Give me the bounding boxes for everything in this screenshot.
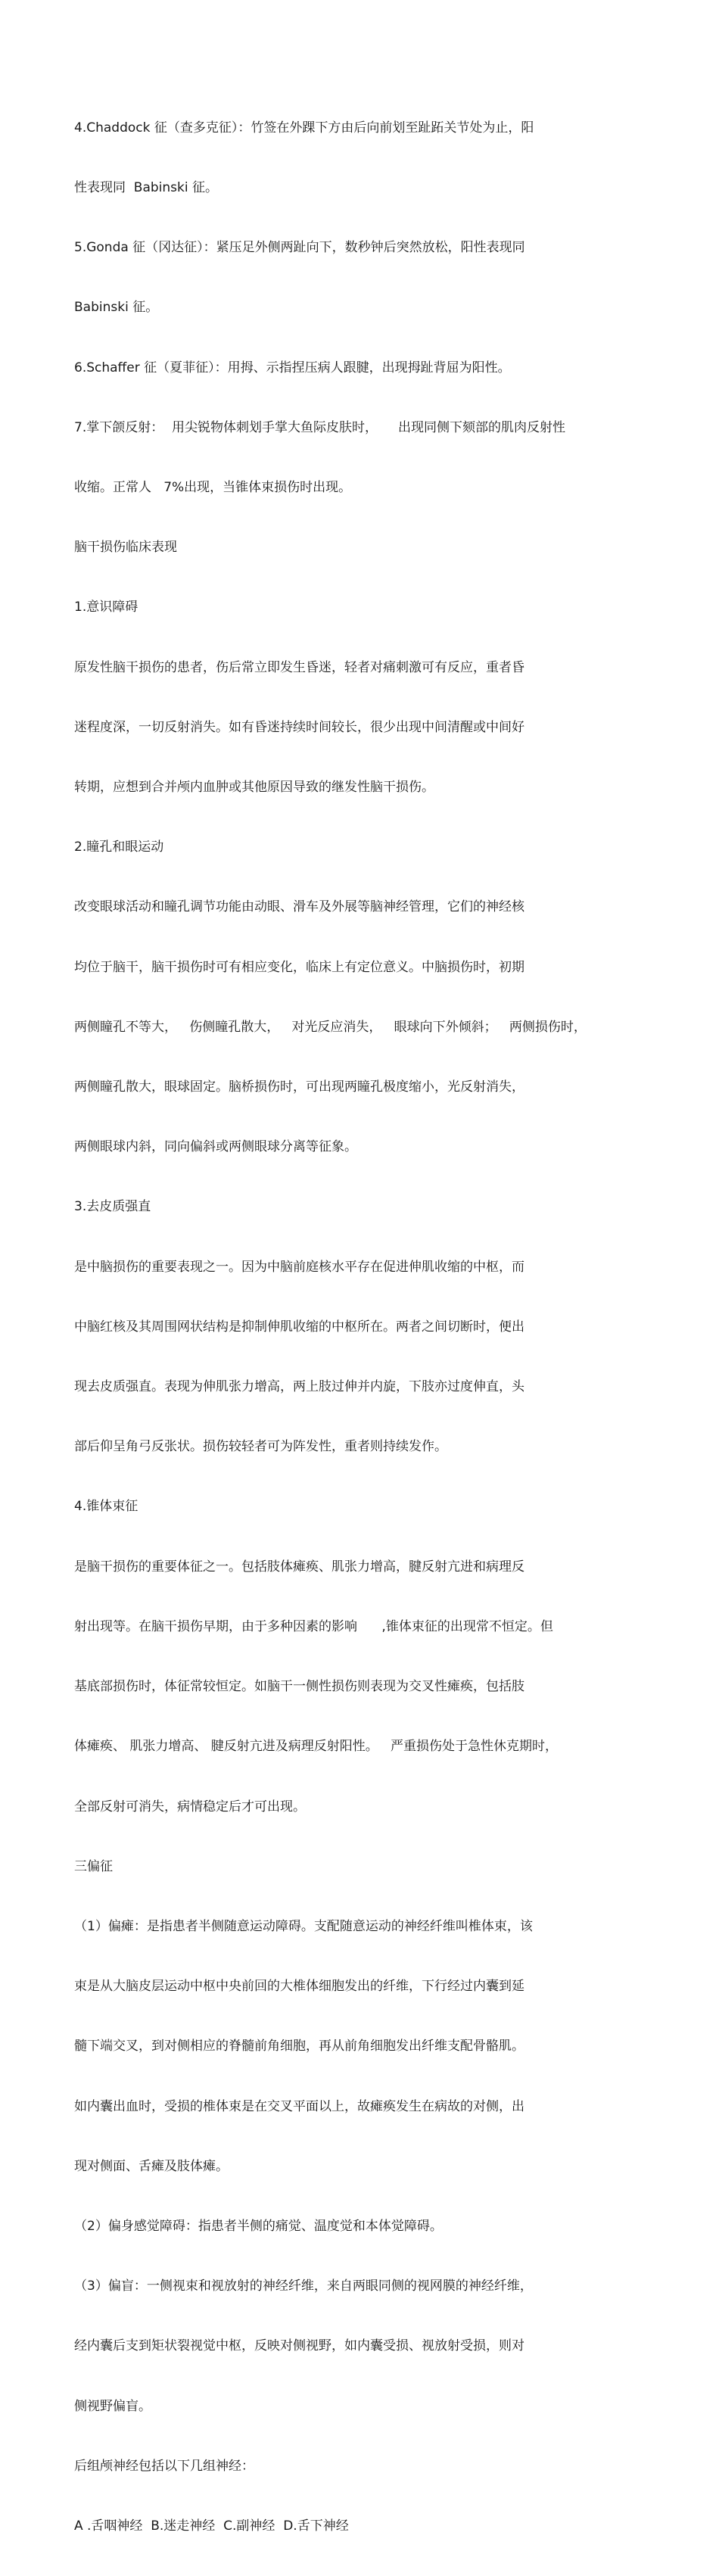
text-line: （2）偏身感觉障碍：指患者半侧的痛觉、温度觉和本体觉障碍。 bbox=[74, 2218, 443, 2234]
text-line: 部后仰呈角弓反张状。损伤较轻者可为阵发性，重者则持续发作。 bbox=[74, 1439, 447, 1455]
text-line: 5.Gonda 征（冈达征）：紧压足外侧两趾向下，数秒钟后突然放松，阳性表现同 bbox=[74, 240, 525, 256]
options-line: A .舌咽神经 B.迷走神经 C.副神经 D.舌下神经 bbox=[74, 2518, 349, 2534]
text-line: （1）偏瘫：是指患者半侧随意运动障碍。支配随意运动的神经纤维叫椎体束，该 bbox=[74, 1918, 533, 1934]
text-line: 性表现同 Babinski 征。 bbox=[74, 180, 219, 196]
section-heading: 后组颅神经包括以下几组神经： bbox=[74, 2458, 254, 2474]
text-line: （3）偏盲：一侧视束和视放射的神经纤维，来自两眼同侧的视网膜的神经纤维， bbox=[74, 2279, 533, 2294]
text-line: 改变眼球活动和瞳孔调节功能由动眼、滑车及外展等脑神经管理，它们的神经核 bbox=[74, 899, 524, 915]
text-line: 是脑干损伤的重要体征之一。包括肢体瘫痪、肌张力增高，腱反射亢进和病理反 bbox=[74, 1559, 524, 1575]
text-line: 收缩。正常人 7%出现，当锥体束损伤时出现。 bbox=[74, 480, 352, 496]
subsection-heading: 3.去皮质强直 bbox=[74, 1199, 151, 1215]
text-line: 原发性脑干损伤的患者，伤后常立即发生昏迷，轻者对痛刺激可有反应，重者昏 bbox=[74, 659, 524, 675]
text-line: 两侧瞳孔散大，眼球固定。脑桥损伤时，可出现两瞳孔极度缩小，光反射消失， bbox=[74, 1079, 524, 1095]
text-line: 全部反射可消失，病情稳定后才可出现。 bbox=[74, 1799, 306, 1814]
text-line: 射出现等。在脑干损伤早期，由于多种因素的影响 ,锥体束征的出现常不恒定。但 bbox=[74, 1618, 553, 1634]
section-heading: 三偏征 bbox=[74, 1858, 113, 1874]
section-heading: 脑干损伤临床表现 bbox=[74, 540, 177, 556]
text-line: 如内囊出血时，受损的椎体束是在交叉平面以上，故瘫痪发生在病故的对侧，出 bbox=[74, 2098, 524, 2114]
text-line: 髓下端交叉，到对侧相应的脊髓前角细胞，再从前角细胞发出纤维支配骨骼肌。 bbox=[74, 2039, 524, 2054]
text-line: 基底部损伤时，体征常较恒定。如脑干一侧性损伤则表现为交叉性瘫痪，包括肢 bbox=[74, 1679, 524, 1695]
text-line: 体瘫痪、 肌张力增高、 腱反射亢进及病理反射阳性。 严重损伤处于急性休克期时， bbox=[74, 1739, 559, 1755]
text-line: 均位于脑干，脑干损伤时可有相应变化，临床上有定位意义。中脑损伤时，初期 bbox=[74, 959, 524, 975]
text-line: 现去皮质强直。表现为伸肌张力增高，两上肢过伸并内旋，下肢亦过度伸直，头 bbox=[74, 1379, 524, 1395]
text-line: 4.Chaddock 征（查多克征）：竹签在外踝下方由后向前划至趾跖关节处为止，阳 bbox=[74, 120, 534, 135]
text-line: 束是从大脑皮层运动中枢中央前回的大椎体细胞发出的纤维，下行经过内囊到延 bbox=[74, 1979, 524, 1995]
text-line: 现对侧面、舌瘫及肢体瘫。 bbox=[74, 2158, 229, 2174]
text-line: 中脑红核及其周围网状结构是抑制伸肌收缩的中枢所在。两者之间切断时，便出 bbox=[74, 1319, 524, 1335]
text-line: 侧视野偏盲。 bbox=[74, 2398, 151, 2414]
subsection-heading: 2.瞳孔和眼运动 bbox=[74, 839, 164, 855]
text-line: 转期，应想到合并颅内血肿或其他原因导致的继发性脑干损伤。 bbox=[74, 780, 434, 796]
subsection-heading: 4.锥体束征 bbox=[74, 1499, 139, 1515]
subsection-heading: 1.意识障碍 bbox=[74, 600, 139, 615]
text-line: 7.掌下颌反射： 用尖锐物体刺划手掌大鱼际皮肤时， 出现同侧下颏部的肌肉反射性 bbox=[74, 419, 566, 435]
text-line: Babinski 征。 bbox=[74, 300, 159, 316]
text-line: 是中脑损伤的重要表现之一。因为中脑前庭核水平存在促进伸肌收缩的中枢，而 bbox=[74, 1259, 524, 1275]
text-line: 经内囊后支到矩状裂视觉中枢，反映对侧视野，如内囊受损、视放射受损，则对 bbox=[74, 2338, 524, 2354]
text-line: 迷程度深，一切反射消失。如有昏迷持续时间较长，很少出现中间清醒或中间好 bbox=[74, 719, 524, 735]
document-body bbox=[74, 78, 627, 2576]
text-line: 6.Schaffer 征（夏菲征）：用拇、示指捏压病人跟腱，出现拇趾背屈为阳性。 bbox=[74, 360, 511, 375]
text-line: 两侧瞳孔不等大， 伤侧瞳孔散大， 对光反应消失， 眼球向下外倾斜； 两侧损伤时， bbox=[74, 1019, 587, 1035]
text-line: 两侧眼球内斜，同向偏斜或两侧眼球分离等征象。 bbox=[74, 1139, 357, 1155]
